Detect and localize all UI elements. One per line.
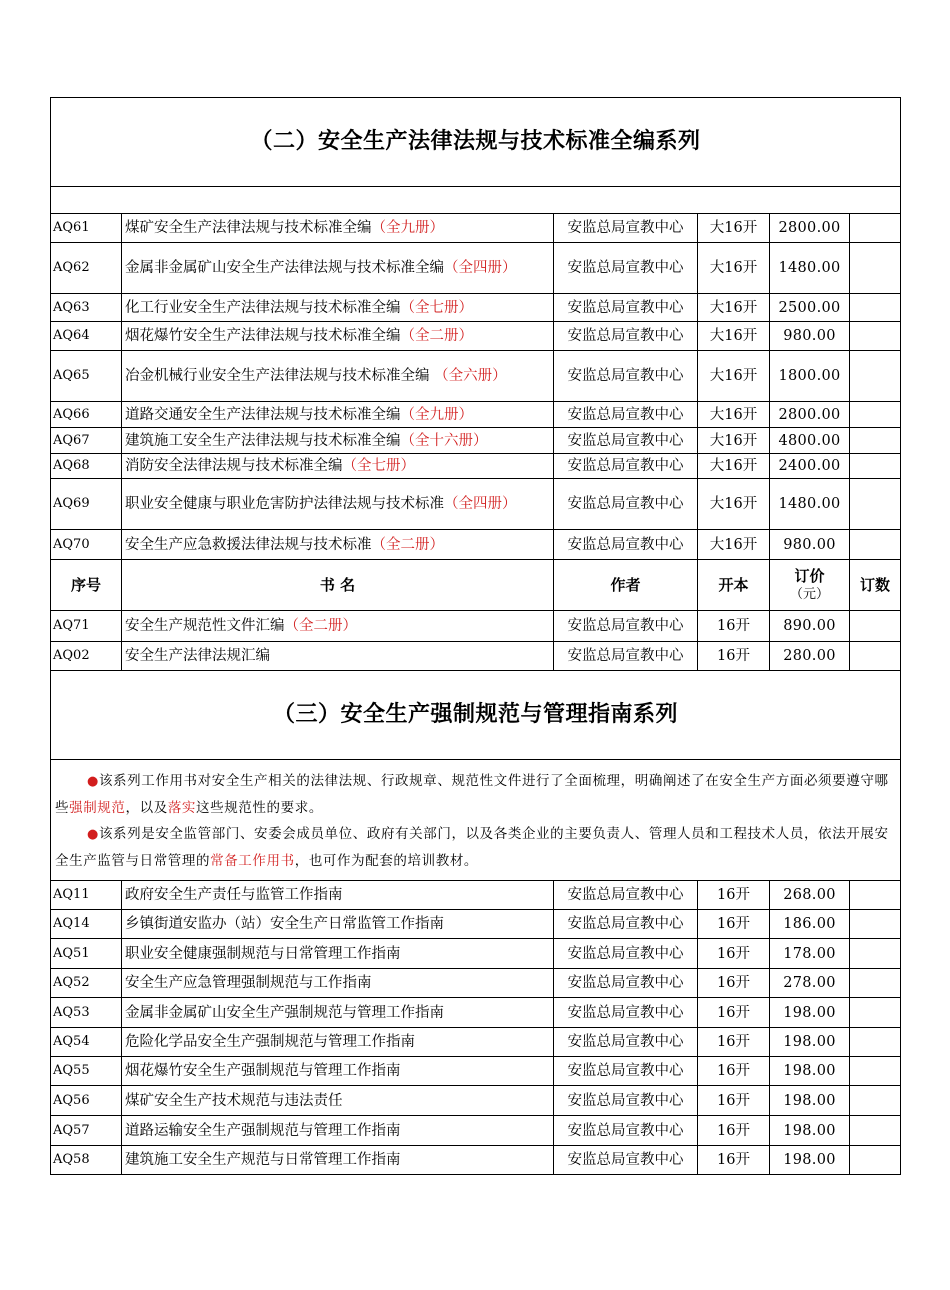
book-name: 化工行业安全生产法律法规与技术标准全编: [125, 299, 401, 316]
order-qty-cell[interactable]: [850, 243, 901, 294]
section3-description: [51, 760, 901, 881]
page-format: 16开: [698, 1057, 770, 1086]
header-price-label: 订价: [794, 567, 825, 585]
book-row: [51, 322, 901, 351]
header-format: 开本: [698, 560, 770, 611]
book-code: AQ68: [51, 454, 122, 479]
book-title: [122, 1086, 554, 1116]
book-name: 烟花爆竹安全生产法律法规与技术标准全编: [125, 328, 401, 344]
order-qty-cell[interactable]: [850, 1116, 901, 1146]
price: 278.00: [770, 969, 850, 998]
highlight-text: 落实: [167, 800, 197, 816]
book-code: AQ63: [51, 294, 122, 322]
header-qty: 订数: [850, 560, 901, 611]
page-format: 16开: [698, 910, 770, 939]
volume-note: （全十六册）: [400, 432, 488, 449]
page-format: 16开: [698, 611, 770, 642]
book-name: 职业安全健康强制规范与日常管理工作指南: [125, 945, 401, 962]
price: 198.00: [770, 1116, 850, 1146]
publisher: 安监总局宣教中心: [554, 969, 698, 998]
book-name: 金属非金属矿山安全生产强制规范与管理工作指南: [125, 1004, 444, 1021]
book-title: [122, 998, 554, 1028]
description-text: ，也可作为配套的培训教材。: [294, 853, 479, 869]
book-code: AQ70: [51, 530, 122, 560]
price: 2500.00: [770, 294, 850, 322]
book-code: AQ54: [51, 1028, 122, 1057]
book-name: 冶金机械行业安全生产法律法规与技术标准全编: [125, 368, 435, 384]
book-name: 建筑施工安全生产规范与日常管理工作指南: [125, 1152, 401, 1168]
publisher: 安监总局宣教中心: [554, 351, 698, 402]
order-qty-cell[interactable]: [850, 910, 901, 939]
column-header-row: [51, 560, 901, 611]
volume-note: （全七册）: [342, 458, 415, 474]
book-title: [122, 1028, 554, 1057]
book-code: AQ64: [51, 322, 122, 351]
publisher: 安监总局宣教中心: [554, 479, 698, 530]
price: 980.00: [770, 322, 850, 351]
publisher: 安监总局宣教中心: [554, 881, 698, 910]
order-qty-cell[interactable]: [850, 454, 901, 479]
book-code: AQ58: [51, 1146, 122, 1175]
section3-desc-row: [51, 760, 901, 881]
book-name: 烟花爆竹安全生产强制规范与管理工作指南: [125, 1063, 401, 1079]
page-format: 大16开: [698, 322, 770, 351]
price: 980.00: [770, 530, 850, 560]
book-title: [122, 402, 554, 428]
order-qty-cell[interactable]: [850, 1028, 901, 1057]
book-name: 煤矿安全生产法律法规与技术标准全编: [125, 220, 372, 236]
book-title: [122, 642, 554, 671]
volume-note: （全二册）: [371, 536, 444, 553]
book-name: 道路运输安全生产强制规范与管理工作指南: [125, 1122, 401, 1139]
bullet-icon: ●: [87, 827, 99, 842]
book-row: [51, 214, 901, 243]
book-name: 消防安全法律法规与技术标准全编: [125, 458, 343, 474]
description-paragraph: [55, 821, 896, 874]
section2-title: （二）安全生产法律法规与技术标准全编系列: [51, 98, 901, 187]
order-qty-cell[interactable]: [850, 322, 901, 351]
book-name: 道路交通安全生产法律法规与技术标准全编: [125, 406, 401, 423]
price: 198.00: [770, 1146, 850, 1175]
price: 280.00: [770, 642, 850, 671]
publisher: 安监总局宣教中心: [554, 243, 698, 294]
book-code: AQ56: [51, 1086, 122, 1116]
order-qty-cell[interactable]: [850, 479, 901, 530]
price: 1800.00: [770, 351, 850, 402]
publisher: 安监总局宣教中心: [554, 214, 698, 243]
order-qty-cell[interactable]: [850, 530, 901, 560]
price: 2800.00: [770, 402, 850, 428]
price: 268.00: [770, 881, 850, 910]
book-row: [51, 351, 901, 402]
book-name: 政府安全生产责任与监管工作指南: [125, 887, 343, 903]
book-row: [51, 530, 901, 560]
header-price-unit: （元）: [789, 587, 829, 602]
bullet-icon: ●: [87, 774, 99, 789]
order-qty-cell[interactable]: [850, 294, 901, 322]
price: 890.00: [770, 611, 850, 642]
book-title: [122, 351, 554, 402]
order-qty-cell[interactable]: [850, 611, 901, 642]
price: 1480.00: [770, 243, 850, 294]
book-code: AQ02: [51, 642, 122, 671]
publisher: 安监总局宣教中心: [554, 1086, 698, 1116]
order-qty-cell[interactable]: [850, 1057, 901, 1086]
order-qty-cell[interactable]: [850, 351, 901, 402]
volume-note: （全四册）: [444, 496, 517, 512]
volume-note: （全二册）: [400, 328, 473, 344]
book-row: [51, 454, 901, 479]
book-title: [122, 294, 554, 322]
book-row: [51, 881, 901, 910]
header-name: 书 名: [122, 560, 554, 611]
page-format: 大16开: [698, 294, 770, 322]
order-qty-cell[interactable]: [850, 969, 901, 998]
book-title: [122, 969, 554, 998]
section3-title: （三）安全生产强制规范与管理指南系列: [51, 671, 901, 760]
page-format: 16开: [698, 1116, 770, 1146]
book-name: 危险化学品安全生产强制规范与管理工作指南: [125, 1034, 415, 1050]
volume-note: （全六册）: [434, 368, 507, 384]
description-text: ，以及: [125, 800, 168, 816]
price: 2400.00: [770, 454, 850, 479]
book-code: AQ65: [51, 351, 122, 402]
price: 198.00: [770, 1028, 850, 1057]
page-format: 大16开: [698, 428, 770, 454]
book-title: [122, 1146, 554, 1175]
price: 2800.00: [770, 214, 850, 243]
book-code: AQ61: [51, 214, 122, 243]
order-qty-cell[interactable]: [850, 214, 901, 243]
page-format: 16开: [698, 939, 770, 969]
book-row: [51, 1086, 901, 1116]
book-code: AQ62: [51, 243, 122, 294]
book-code: AQ53: [51, 998, 122, 1028]
page-format: 16开: [698, 642, 770, 671]
book-name: 建筑施工安全生产法律法规与技术标准全编: [125, 432, 401, 449]
publisher: 安监总局宣教中心: [554, 1146, 698, 1175]
book-title: [122, 1116, 554, 1146]
book-row: [51, 402, 901, 428]
book-title: [122, 939, 554, 969]
book-title: [122, 530, 554, 560]
price: 198.00: [770, 998, 850, 1028]
book-name: 煤矿安全生产技术规范与违法责任: [125, 1092, 343, 1109]
order-qty-cell[interactable]: [850, 1146, 901, 1175]
publisher: 安监总局宣教中心: [554, 998, 698, 1028]
page-format: 大16开: [698, 530, 770, 560]
book-title: [122, 1057, 554, 1086]
book-name: 乡镇街道安监办（站）安全生产日常监管工作指南: [125, 916, 444, 932]
book-code: AQ67: [51, 428, 122, 454]
book-code: AQ14: [51, 910, 122, 939]
price: 178.00: [770, 939, 850, 969]
price: 198.00: [770, 1057, 850, 1086]
description-paragraph: [55, 768, 896, 821]
publisher: 安监总局宣教中心: [554, 402, 698, 428]
page-format: 大16开: [698, 214, 770, 243]
publisher: 安监总局宣教中心: [554, 530, 698, 560]
book-title: [122, 454, 554, 479]
publisher: 安监总局宣教中心: [554, 611, 698, 642]
price: 198.00: [770, 1086, 850, 1116]
book-name: 安全生产法律法规汇编: [125, 648, 270, 664]
book-row: [51, 1146, 901, 1175]
book-row: [51, 998, 901, 1028]
page-format: 16开: [698, 1146, 770, 1175]
blank-cell: [51, 187, 901, 214]
publisher: 安监总局宣教中心: [554, 428, 698, 454]
book-name: 安全生产规范性文件汇编: [125, 618, 285, 634]
highlight-text: 常备工作用书: [210, 853, 295, 869]
book-code: AQ57: [51, 1116, 122, 1146]
book-row: [51, 910, 901, 939]
volume-note: （全二册）: [284, 618, 357, 634]
book-code: AQ55: [51, 1057, 122, 1086]
volume-note: （全九册）: [400, 406, 473, 423]
publisher: 安监总局宣教中心: [554, 1116, 698, 1146]
book-code: AQ66: [51, 402, 122, 428]
section3-title-row: [51, 671, 901, 760]
page-format: 大16开: [698, 243, 770, 294]
book-code: AQ71: [51, 611, 122, 642]
publisher: 安监总局宣教中心: [554, 1028, 698, 1057]
page-format: 大16开: [698, 351, 770, 402]
page-format: 大16开: [698, 479, 770, 530]
book-row: [51, 642, 901, 671]
description-text: 该系列是安全监管部门、安委会成员单位、政府有关部门，以及各类企业的主要负责人、管理人员和工程技术人员，依法开展安全生产监管与日常管理的: [55, 826, 889, 869]
order-qty-cell[interactable]: [850, 939, 901, 969]
book-row: [51, 611, 901, 642]
page-format: 16开: [698, 881, 770, 910]
book-row: [51, 479, 901, 530]
page-format: 大16开: [698, 402, 770, 428]
book-row: [51, 1057, 901, 1086]
book-row: [51, 243, 901, 294]
book-row: [51, 1116, 901, 1146]
order-qty-cell[interactable]: [850, 428, 901, 454]
order-qty-cell[interactable]: [850, 642, 901, 671]
volume-note: （全七册）: [400, 299, 473, 316]
book-title: [122, 611, 554, 642]
book-name: 职业安全健康与职业危害防护法律法规与技术标准: [125, 496, 444, 512]
order-qty-cell[interactable]: [850, 402, 901, 428]
book-title: [122, 881, 554, 910]
book-row: [51, 1028, 901, 1057]
description-text: 该系列工作用书对安全生产相关的法律法规、行政规章、规范性文件进行了全面梳理，明确阐述了在安全生产方面必须要遵守哪些: [55, 773, 889, 816]
publisher: 安监总局宣教中心: [554, 322, 698, 351]
catalog-table: [50, 97, 901, 1175]
catalog-sheet: [50, 97, 900, 1175]
header-author: 作者: [554, 560, 698, 611]
book-name: 金属非金属矿山安全生产法律法规与技术标准全编: [125, 260, 444, 276]
order-qty-cell[interactable]: [850, 1086, 901, 1116]
book-title: [122, 322, 554, 351]
price: 1480.00: [770, 479, 850, 530]
book-row: [51, 969, 901, 998]
volume-note: （全四册）: [444, 260, 517, 276]
page-format: 大16开: [698, 454, 770, 479]
book-name: 安全生产应急救援法律法规与技术标准: [125, 536, 372, 553]
book-code: AQ11: [51, 881, 122, 910]
publisher: 安监总局宣教中心: [554, 939, 698, 969]
order-qty-cell[interactable]: [850, 881, 901, 910]
book-row: [51, 294, 901, 322]
book-code: AQ69: [51, 479, 122, 530]
publisher: 安监总局宣教中心: [554, 1057, 698, 1086]
section2-title-row: [51, 98, 901, 187]
price: 4800.00: [770, 428, 850, 454]
book-title: [122, 243, 554, 294]
page-format: 16开: [698, 998, 770, 1028]
order-qty-cell[interactable]: [850, 998, 901, 1028]
book-title: [122, 910, 554, 939]
book-name: 安全生产应急管理强制规范与工作指南: [125, 975, 372, 991]
publisher: 安监总局宣教中心: [554, 294, 698, 322]
page-format: 16开: [698, 1028, 770, 1057]
price: 186.00: [770, 910, 850, 939]
page-format: 16开: [698, 1086, 770, 1116]
book-code: AQ52: [51, 969, 122, 998]
book-code: AQ51: [51, 939, 122, 969]
header-price: [770, 560, 850, 611]
book-row: [51, 428, 901, 454]
publisher: 安监总局宣教中心: [554, 642, 698, 671]
highlight-text: 强制规范: [69, 800, 126, 816]
book-title: [122, 214, 554, 243]
publisher: 安监总局宣教中心: [554, 910, 698, 939]
volume-note: （全九册）: [371, 220, 444, 236]
book-row: [51, 939, 901, 969]
blank-row: [51, 187, 901, 214]
publisher: 安监总局宣教中心: [554, 454, 698, 479]
page-format: 16开: [698, 969, 770, 998]
description-text: 这些规范性的要求。: [196, 800, 323, 816]
book-title: [122, 479, 554, 530]
book-title: [122, 428, 554, 454]
header-no: 序号: [51, 560, 122, 611]
